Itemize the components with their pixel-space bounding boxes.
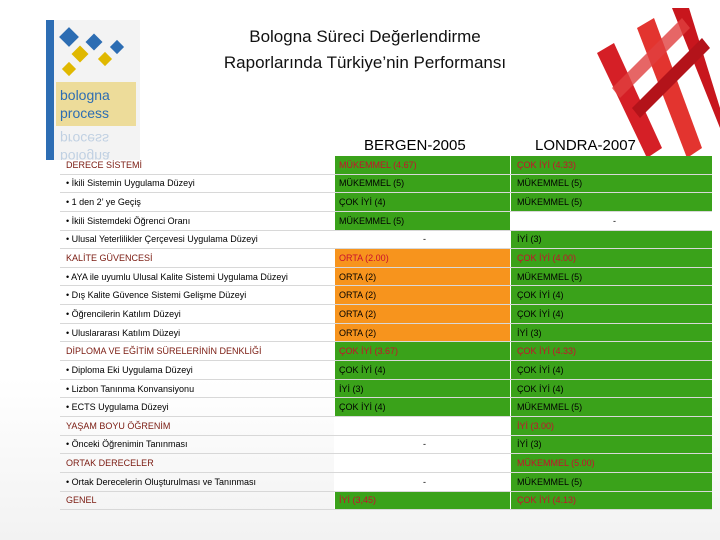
bergen-rating: ÇOK İYİ (4) [334, 193, 510, 211]
criterion-label: • Lizbon Tanınma Konvansiyonu [66, 383, 195, 394]
table-row [60, 473, 712, 492]
criterion-label: DİPLOMA VE EĞİTİM SÜRELERİNİN DENKLİĞİ [66, 346, 262, 357]
section-row [60, 156, 712, 175]
bergen-rating: ORTA (2) [334, 324, 510, 342]
table-row [60, 286, 712, 305]
table-row [60, 324, 712, 343]
bergen-rating: MÜKEMMEL (5) [334, 175, 510, 193]
performance-table [60, 156, 712, 510]
bergen-rating: - [334, 436, 510, 454]
bergen-rating: - [334, 473, 510, 491]
table-row [60, 380, 712, 399]
londra-rating: MÜKEMMEL (5) [510, 473, 712, 491]
londra-rating: MÜKEMMEL (5) [510, 398, 712, 416]
yok-logo [592, 8, 720, 158]
table-row [60, 212, 712, 231]
criterion-label: • Önceki Öğrenimin Tanınması [66, 439, 188, 450]
londra-rating: İYİ (3) [510, 436, 712, 454]
bergen-rating: ORTA (2) [334, 268, 510, 286]
criterion-label: DERECE SİSTEMİ [66, 159, 143, 170]
section-row [60, 454, 712, 473]
bergen-rating: ORTA (2.00) [334, 249, 510, 267]
londra-rating: MÜKEMMEL (5) [510, 193, 712, 211]
svg-text:process: process [60, 131, 110, 147]
slide-title [150, 24, 580, 76]
criterion-label: • Ulusal Yeterlilikler Çerçevesi Uygulama Düzeyi [66, 234, 258, 245]
criterion-label: • Öğrencilerin Katılım Düzeyi [66, 308, 181, 319]
londra-rating: ÇOK İYİ (4) [510, 305, 712, 323]
londra-rating: MÜKEMMEL (5) [510, 268, 712, 286]
londra-rating: ÇOK İYİ (4.33) [510, 342, 712, 360]
section-row [60, 342, 712, 361]
londra-rating: ÇOK İYİ (4) [510, 380, 712, 398]
criterion-label: • İkili Sistemin Uygulama Düzeyi [66, 178, 195, 189]
svg-text:process: process [60, 105, 110, 121]
londra-rating: MÜKEMMEL (5) [510, 175, 712, 193]
column-header-bergen: BERGEN-2005 [364, 137, 466, 154]
bergen-rating: ÇOK İYİ (3.67) [334, 342, 510, 360]
column-header-londra: LONDRA-2007 [535, 137, 636, 154]
title-line-2: Raporlarında Türkiye’nin Performansı [223, 53, 507, 72]
title-line-1: Bologna Süreci Değerlendirme [249, 27, 481, 46]
bergen-rating: ORTA (2) [334, 305, 510, 323]
criterion-label: • Uluslararası Katılım Düzeyi [66, 327, 181, 338]
criterion-label: • 1 den 2’ ye Geçiş [66, 197, 141, 208]
criterion-label: GENEL [66, 495, 97, 506]
londra-rating: - [510, 212, 712, 230]
table-row [60, 436, 712, 455]
bergen-rating [334, 417, 510, 435]
londra-rating: ÇOK İYİ (4.00) [510, 249, 712, 267]
criterion-label: • Ortak Derecelerin Oluşturulması ve Tanınması [66, 476, 257, 487]
criterion-label: YAŞAM BOYU ÖĞRENİM [66, 420, 171, 431]
londra-rating: ÇOK İYİ (4) [510, 361, 712, 379]
section-row [60, 492, 712, 511]
bergen-rating: MÜKEMMEL (5) [334, 212, 510, 230]
bergen-rating: ÇOK İYİ (4) [334, 398, 510, 416]
bergen-rating: - [334, 231, 510, 249]
criterion-label: • AYA ile uyumlu Ulusal Kalite Sistemi Uygulama Düzeyi [66, 271, 288, 282]
londra-rating: ÇOK İYİ (4.33) [510, 156, 712, 174]
londra-rating: MÜKEMMEL (5.00) [510, 454, 712, 472]
table-row [60, 398, 712, 417]
bergen-rating: ORTA (2) [334, 286, 510, 304]
bologna-process-logo [40, 20, 140, 160]
londra-rating: ÇOK İYİ (4) [510, 286, 712, 304]
criterion-label: ORTAK DERECELER [66, 458, 154, 469]
section-row [60, 417, 712, 436]
londra-rating: İYİ (3) [510, 324, 712, 342]
svg-text:bologna: bologna [60, 87, 110, 103]
table-row [60, 193, 712, 212]
bergen-rating [334, 454, 510, 472]
table-row [60, 231, 712, 250]
criterion-label: • Dış Kalite Güvence Sistemi Gelişme Düzeyi [66, 290, 247, 301]
criterion-label: • ECTS Uygulama Düzeyi [66, 402, 169, 413]
bergen-rating: ÇOK İYİ (4) [334, 361, 510, 379]
bergen-rating: İYİ (3,45) [334, 492, 510, 510]
criterion-label: • Diploma Eki Uygulama Düzeyi [66, 364, 193, 375]
criterion-label: • İkili Sistemdeki Öğrenci Oranı [66, 215, 191, 226]
bergen-rating: İYİ (3) [334, 380, 510, 398]
table-row [60, 361, 712, 380]
londra-rating: ÇOK İYİ (4.13) [510, 492, 712, 510]
table-row [60, 268, 712, 287]
criterion-label: KALİTE GÜVENCESİ [66, 253, 153, 264]
svg-text:bologna: bologna [60, 149, 110, 160]
section-row [60, 249, 712, 268]
table-row [60, 305, 712, 324]
londra-rating: İYİ (3.00) [510, 417, 712, 435]
bergen-rating: MÜKEMMEL (4.67) [334, 156, 510, 174]
londra-rating: İYİ (3) [510, 231, 712, 249]
table-row [60, 175, 712, 194]
